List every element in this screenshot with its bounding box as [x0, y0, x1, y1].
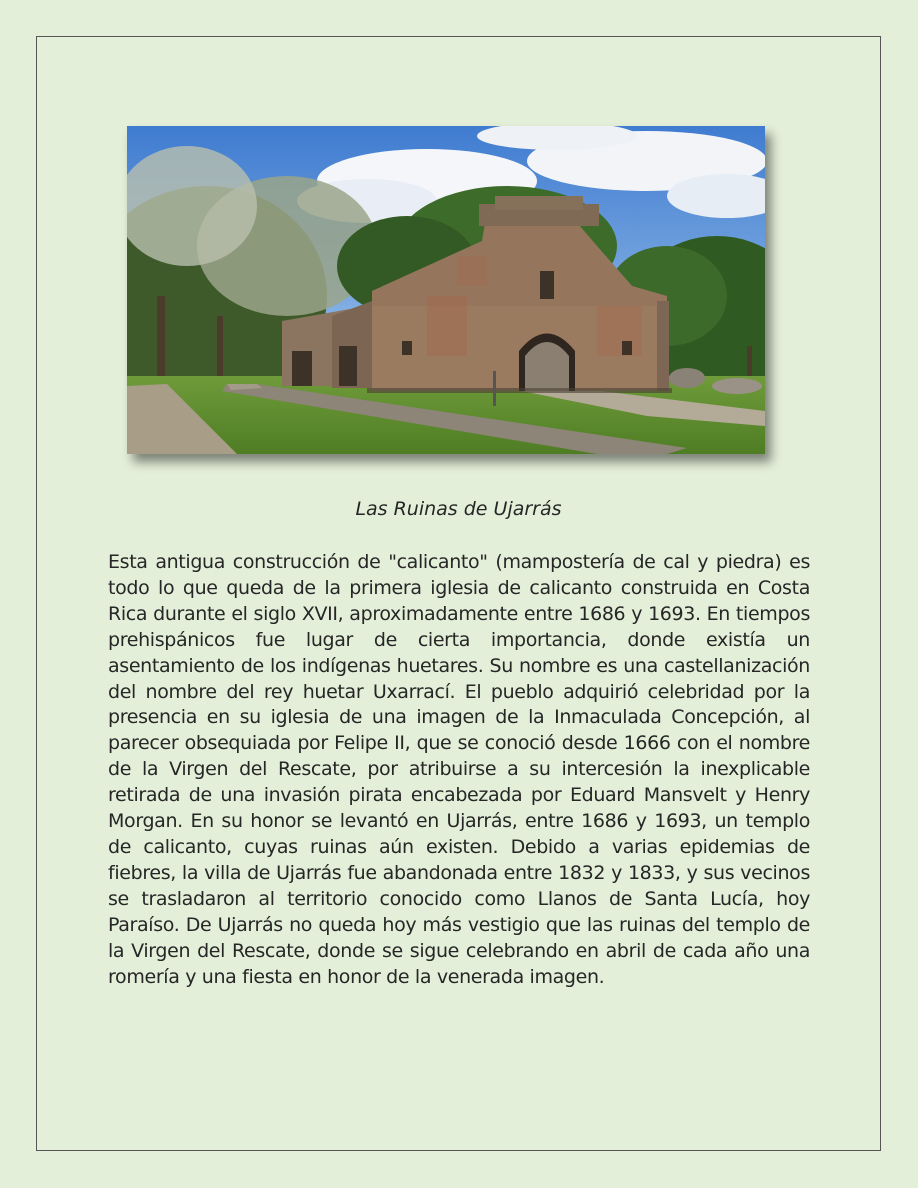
- ruins-photo: [127, 126, 765, 454]
- body-paragraph: Esta antigua construcción de "calicanto" (mampostería de cal y piedra) es todo lo que queda de la primera iglesia de calicanto construida en Costa Rica durante el siglo XVII, aproximadamente entre 1686 y 1693. En tiempos prehispánicos fue lugar de cierta importancia, donde existía un asentamiento de los indígenas huetares. Su nombre es una castellanización del nombre del rey huetar Uxarrací. El pueblo adquirió celebridad por la presencia en su iglesia de una imagen de la Inmaculada Concepción, al parecer obsequiada por Felipe II, que se conoció desde 1666 con el nombre de la Virgen del Rescate, por atribuirse a su intercesión la inexplicable retirada de una invasión pirata encabezada por Eduard Mansvelt y Henry Morgan. En su honor se levantó en Ujarrás, entre 1686 y 1693, un templo de calicanto, cuyas ruinas aún existen. Debido a varias epidemias de fiebres, la villa de Ujarrás fue abandonada entre 1832 y 1833, y sus vecinos se trasladaron al territorio conocido como Llanos de Santa Lucía, hoy Paraíso. De Ujarrás no queda hoy más vestigio que las ruinas del templo de la Virgen del Rescate, donde se sigue celebrando en abril de cada año una romería y una fiesta en honor de la venerada imagen.: [108, 551, 810, 988]
- photo-caption: Las Ruinas de Ujarrás: [355, 498, 562, 520]
